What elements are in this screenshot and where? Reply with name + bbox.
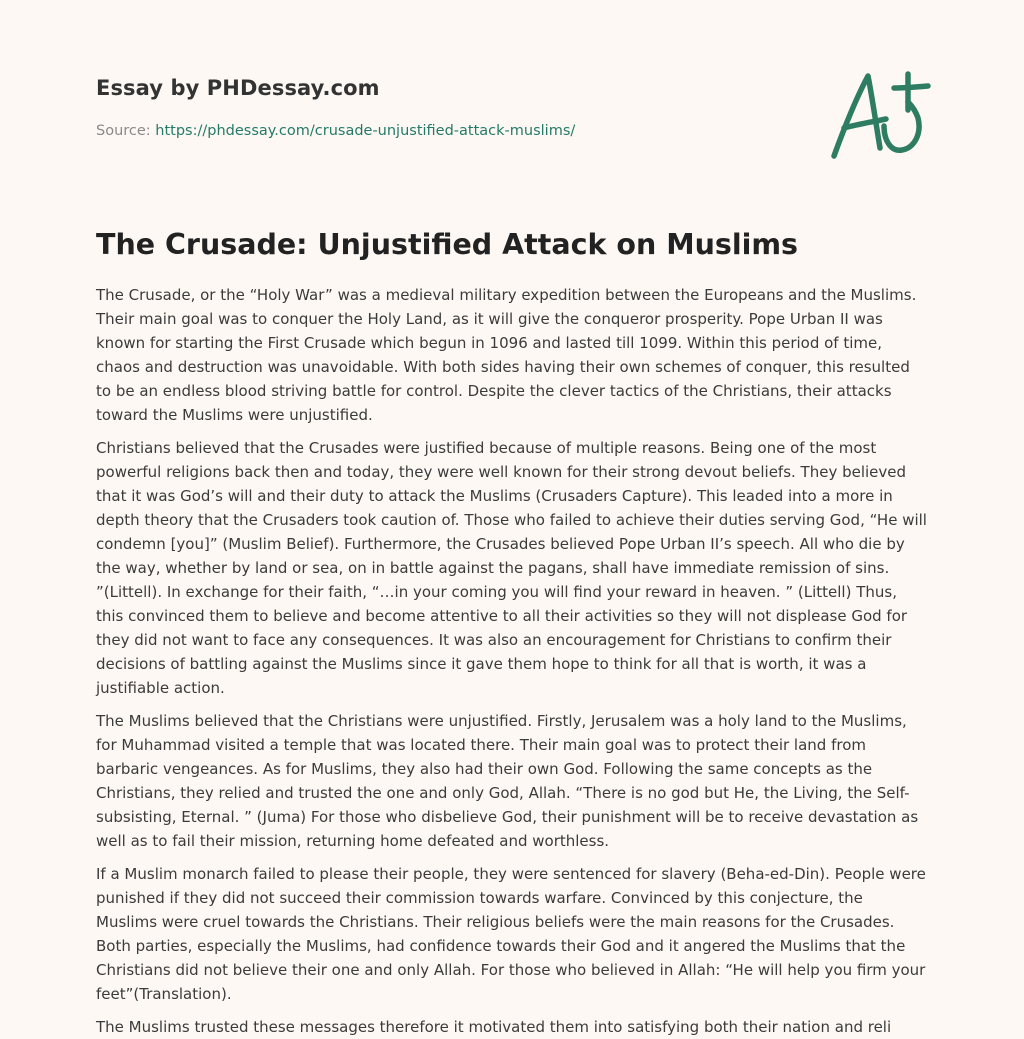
essay-paragraph: The Muslims trusted these messages therefore it motivated them into satisfying both their nation and reli bbox=[96, 1018, 892, 1036]
essay-paragraph: The Crusade, or the “Holy War” was a medieval military expedition between the Europeans and the Muslims. Their main goal was to conquer the Holy Land, as it will give the conqueror prosperity. Pope Urban II was known for starting the First Crusade which begun in 1096 and lasted till 1099. Within this period of time, chaos and destruction was unavoidable. With both sides having their own schemes of conquer, this resulted to be an endless blood striving battle for control. Despite the clever tactics of the Christians, their attacks toward the Muslims were unjustified. bbox=[96, 286, 917, 424]
source-link[interactable]: https://phdessay.com/crusade-unjustified-attack-muslims/ bbox=[155, 123, 576, 139]
a-plus-grade-icon bbox=[828, 68, 932, 164]
essay-paragraph: If a Muslim monarch failed to please their people, they were sentenced for slavery (Beha-ed-Din). People were punished if they did not succeed their commission towards warfare. Convinced by this conjecture, the Muslims were cruel towards the Christians. Their religious beliefs were the main reasons for the Crusades. Both parties, especially the Muslims, had confidence towards their God and it angered the Muslims that the Christians did not believe their one and only Allah. For those who believed in Allah: “He will help you firm your feet”(Translation). bbox=[96, 865, 926, 1003]
source-line bbox=[96, 123, 575, 139]
page-header bbox=[96, 0, 928, 205]
essay-paragraph: The Muslims believed that the Christians were unjustified. Firstly, Jerusalem was a holy land to the Muslims, for Muhammad visited a temple that was located there. Their main goal was to protect their land from barbaric vengeances. As for Muslims, they also had their own God. Following the same concepts as the Christians, they relied and trusted the one and only God, Allah. “There is no god but He, the Living, the Self-subsisting, Eternal. ” (Juma) For those who disbelieve God, their punishment will be to receive devastation as well as to fail their mission, returning home defeated and worthless. bbox=[96, 712, 919, 850]
essay-body bbox=[96, 283, 928, 1039]
essay-title: The Crusade: Unjustified Attack on Muslims bbox=[96, 228, 799, 261]
site-brand: Essay by PHDessay.com bbox=[96, 76, 380, 100]
essay-paragraph: Christians believed that the Crusades were justified because of multiple reasons. Being one of the most powerful religions back then and today, they were well known for their strong devout beliefs. They believed that it was God’s will and their duty to attack the Muslims (Crusaders Capture). This leaded into a more in depth theory that the Crusaders took caution of. Those who failed to achieve their duties serving God, “He will condemn [you]” (Muslim Belief). Furthermore, the Crusades believed Pope Urban II’s speech. All who die by the way, whether by land or sea, on in battle against the pagans, shall have immediate remission of sins. ”(Littell). In exchange for their faith, “…in your coming you will find your reward in heaven. ” (Littell) Thus, this convinced them to believe and become attentive to all their activities so they will not displease God for they did not want to face any consequences. It was also an encouragement for Christians to confirm their decisions of battling against the Muslims since it gave them hope to think for all that is worth, it was a justifiable action. bbox=[96, 439, 927, 697]
source-label: Source: bbox=[96, 123, 151, 139]
